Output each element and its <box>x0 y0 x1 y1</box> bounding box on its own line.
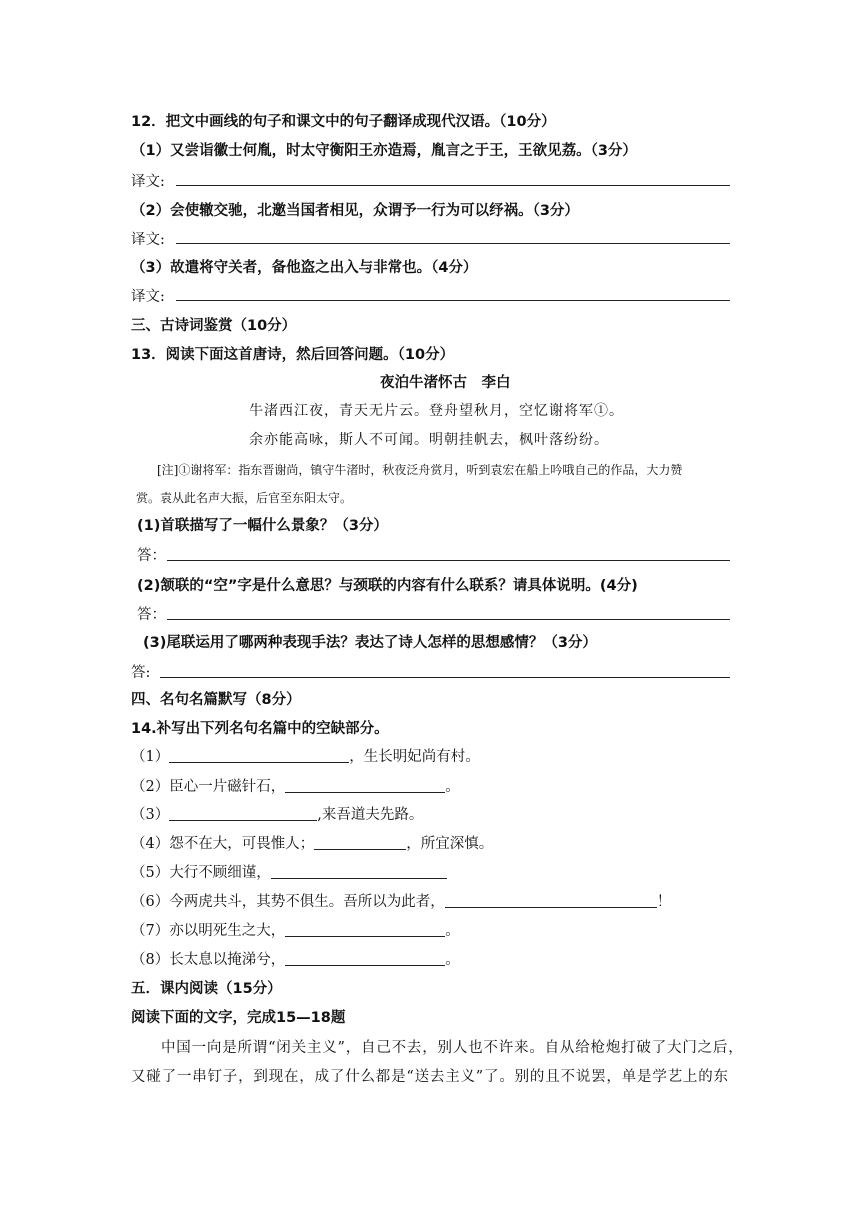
fill-blank-item <box>131 777 460 797</box>
poem-note-line-2: 赏。袁从此名声大振，后官至东阳太守。 <box>136 491 353 505</box>
fill-blank-item <box>131 863 447 883</box>
q12-item-3: （3）故遣将守关者，备他盗之出入与非常也。（4分） <box>131 260 478 276</box>
q12-item-2: （2）会使辙交驰，北邀当国者相见，众谓予一行为可以纾祸。（3分） <box>131 203 579 219</box>
fill-blank-line[interactable] <box>285 921 445 937</box>
fill-blank-line[interactable] <box>445 892 657 908</box>
fill-blank-line[interactable] <box>285 950 445 966</box>
reading-paragraph-line-1: 中国一向是所谓“闭关主义”，自己不去，别人也不许来。自从给枪炮打破了大门之后， <box>161 1040 744 1056</box>
fill-blank-suffix: 。 <box>445 952 460 968</box>
reading-instruction: 阅读下面的文字，完成15—18题 <box>131 1010 346 1026</box>
fill-blank-item <box>131 921 460 941</box>
fill-blank-suffix: ,来吾道夫先路。 <box>317 807 424 823</box>
fill-blank-item <box>131 950 460 970</box>
fill-blank-suffix: ，生长明妃尚有村。 <box>349 749 480 765</box>
section-4-heading: 四、名句名篇默写（8分） <box>131 692 301 708</box>
answer-line[interactable] <box>167 619 730 620</box>
answer-label: 译文: <box>131 289 165 305</box>
poem-line-1: 牛渚西江夜，青天无片云。登舟望秋月，空忆谢将军①。 <box>249 403 624 419</box>
q12-item-1: （1）又尝诣徽士何胤，时太守衡阳王亦造焉，胤言之于王，王欲见荔。（3分） <box>131 143 637 159</box>
fill-blank-suffix: 。 <box>445 779 460 795</box>
fill-blank-suffix: ！ <box>656 894 672 910</box>
fill-blank-line[interactable] <box>169 805 317 821</box>
answer-label: 译文: <box>131 232 165 248</box>
fill-blank-item <box>131 747 480 767</box>
q14-heading: 14.补写出下列名句名篇中的空缺部分。 <box>131 721 389 737</box>
poem-note-line-1: [注]①谢将军：指东晋谢尚，镇守牛渚时，秋夜泛舟赏月，听到袁宏在船上吟哦自己的作品，大力赞 <box>157 463 683 477</box>
fill-blank-prefix: （6）今两虎共斗，其势不俱生。吾所以为此者， <box>131 894 445 910</box>
section-5-heading: 五．课内阅读（15分） <box>131 981 282 997</box>
q13-subquestion-2: (2)颔联的“空”字是什么意思？与颈联的内容有什么联系？请具体说明。(4分) <box>137 578 638 594</box>
answer-label: 译文: <box>131 174 165 190</box>
reading-paragraph-line-2: 又碰了一串钉子，到现在，成了什么都是“送去主义”了。别的且不说罢，单是学艺上的东 <box>131 1069 729 1085</box>
poem-title: 夜泊牛渚怀古 李白 <box>380 375 511 391</box>
fill-blank-suffix: ，所宜深慎。 <box>406 836 494 852</box>
fill-blank-prefix: （3） <box>131 807 170 823</box>
answer-label: 答： <box>137 607 166 623</box>
fill-blank-line[interactable] <box>271 863 447 879</box>
fill-blank-item <box>131 834 493 854</box>
answer-line[interactable] <box>176 185 730 186</box>
fill-blank-prefix: （4）怨不在大，可畏惟人； <box>131 836 315 852</box>
answer-label: 答： <box>137 548 166 564</box>
fill-blank-prefix: （5）大行不顾细谨， <box>131 865 271 881</box>
fill-blank-prefix: （2）臣心一片磁针石， <box>131 779 286 795</box>
fill-blank-line[interactable] <box>314 834 406 850</box>
section-3-heading: 三、古诗词鉴赏（10分） <box>131 318 297 334</box>
q13-subquestion-1: (1)首联描写了一幅什么景象？（3分） <box>137 518 388 534</box>
fill-blank-line[interactable] <box>285 777 445 793</box>
answer-line[interactable] <box>160 677 730 678</box>
answer-line[interactable] <box>176 300 730 301</box>
answer-line[interactable] <box>176 243 730 244</box>
q13-heading: 13．阅读下面这首唐诗，然后回答问题。（10分） <box>131 347 455 363</box>
answer-label: 答: <box>131 665 151 681</box>
fill-blank-prefix: （1） <box>131 749 170 765</box>
fill-blank-suffix: 。 <box>445 923 460 939</box>
fill-blank-item <box>131 892 671 912</box>
fill-blank-item <box>131 805 423 825</box>
q13-subquestion-3: (3)尾联运用了哪两种表现手法？表达了诗人怎样的思想感情？（3分） <box>143 635 597 651</box>
fill-blank-prefix: （7）亦以明死生之大， <box>131 923 286 939</box>
q12-heading: 12．把文中画线的句子和课文中的句子翻译成现代汉语。（10分） <box>131 114 556 130</box>
fill-blank-line[interactable] <box>169 747 349 763</box>
answer-line[interactable] <box>167 560 730 561</box>
poem-line-2: 余亦能高咏，斯人不可闻。明朝挂帆去，枫叶落纷纷。 <box>249 432 609 448</box>
fill-blank-prefix: （8）长太息以掩涕兮， <box>131 952 286 968</box>
